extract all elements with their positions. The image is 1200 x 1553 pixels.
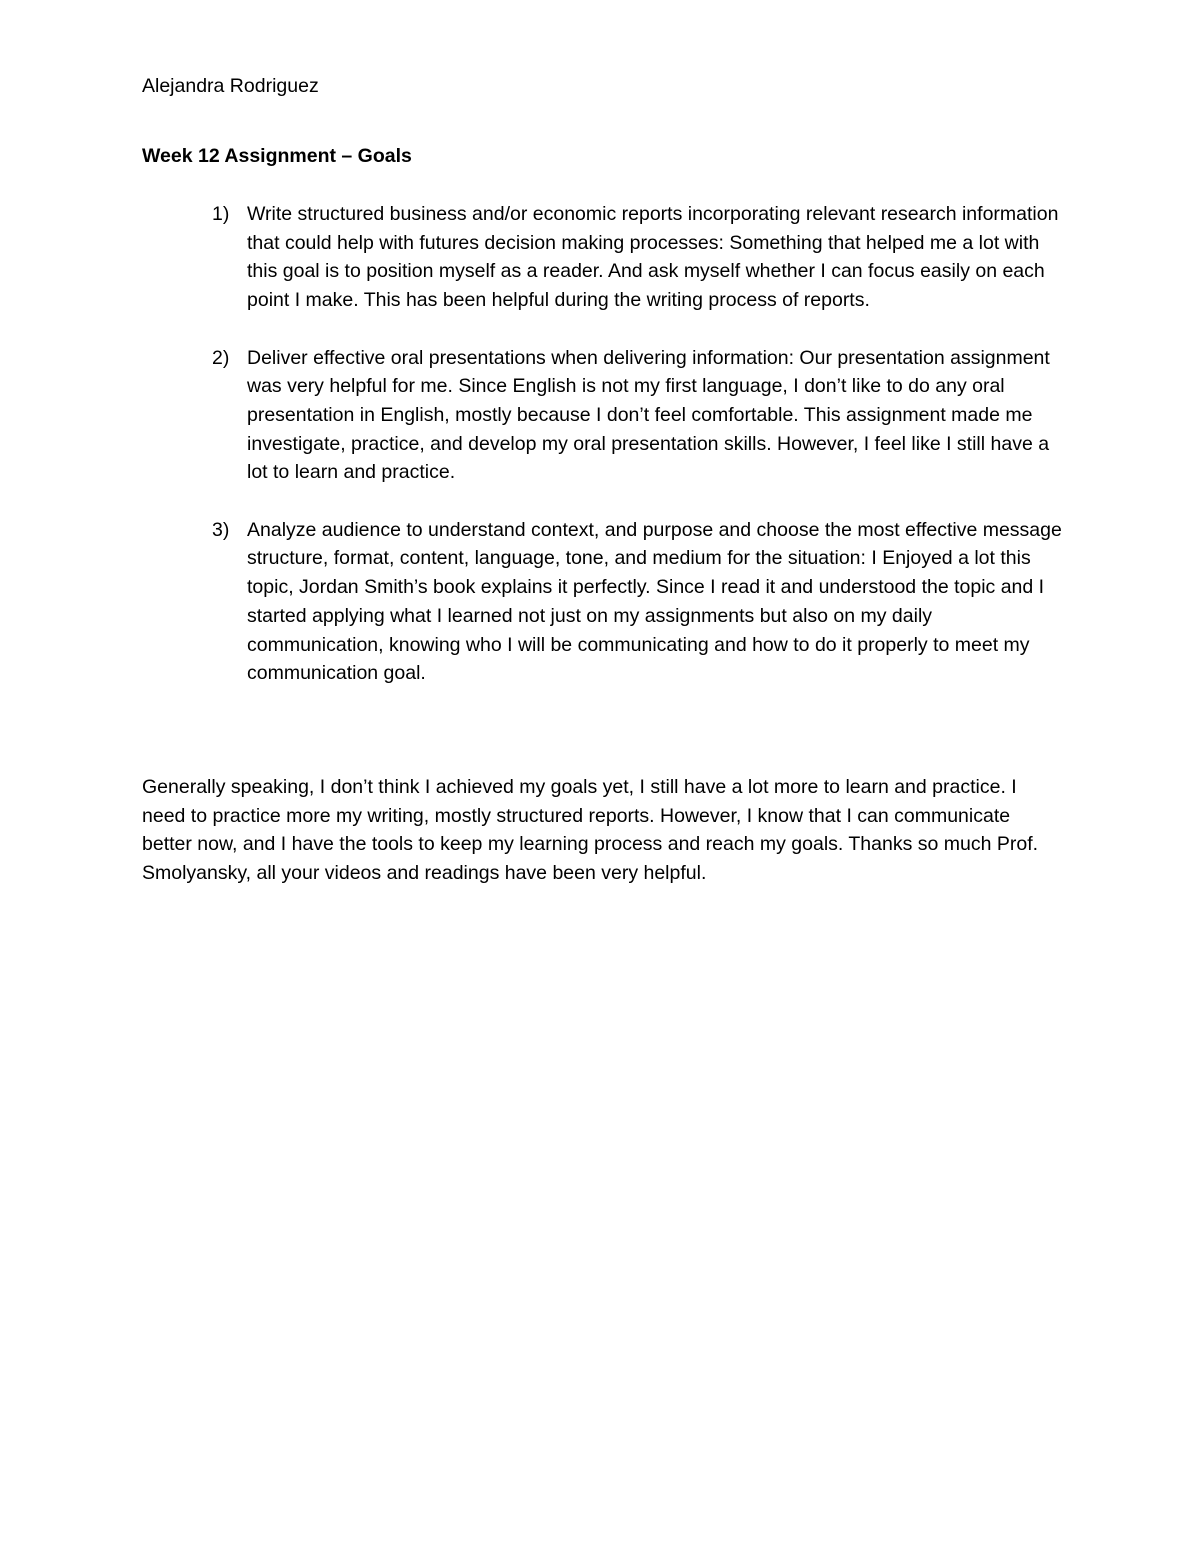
goal-text: Deliver effective oral presentations when delivering information: Our presentation assignment was very helpful for me. Since English is not my first language, I don’t like to do any oral presentation in English, mostly because I don’t feel comfortable. This assignment made me investigate, practice, and develop my oral presentation skills. However, I feel like I still have a lot to learn and practice.	[247, 346, 1050, 484]
assignment-title: Week 12 Assignment – Goals	[142, 145, 412, 167]
summary-paragraph: Generally speaking, I don’t think I achieved my goals yet, I still have a lot more to learn and practice. I need to practice more my writing, mostly structured reports. However, I know that I can communicate better now, and I have the tools to keep my learning process and reach my goals. Thanks so much Prof. Smolyansky, all your videos and readings have been very helpful.	[142, 776, 1039, 885]
goals-list	[200, 200, 1070, 717]
goal-text: Write structured business and/or economic reports incorporating relevant research information that could help with futures decision making processes: Something that helped me a lot with this goal is to position myself as a reader. And ask myself whether I can focus easily on each point I make. This has been helpful during the writing process of reports.	[247, 203, 1059, 312]
goal-number: 3)	[212, 518, 230, 541]
author-name: Alejandra Rodriguez	[142, 75, 319, 97]
goal-item	[200, 344, 1070, 488]
goal-item	[200, 516, 1070, 688]
goal-item	[200, 200, 1070, 315]
goal-number: 2)	[212, 346, 230, 369]
goal-number: 1)	[212, 203, 230, 225]
goal-text: Analyze audience to understand context, and purpose and choose the most effective message structure, format, content, language, tone, and medium for the situation: I Enjoyed a lot this topic, Jordan Smith’s book explains it perfectly. Since I read it and understood the topic and I started applying what I learned not just on my assignments but also on my daily communication, knowing who I will be communicating and how to do it properly to meet my communication goal.	[247, 518, 1062, 685]
